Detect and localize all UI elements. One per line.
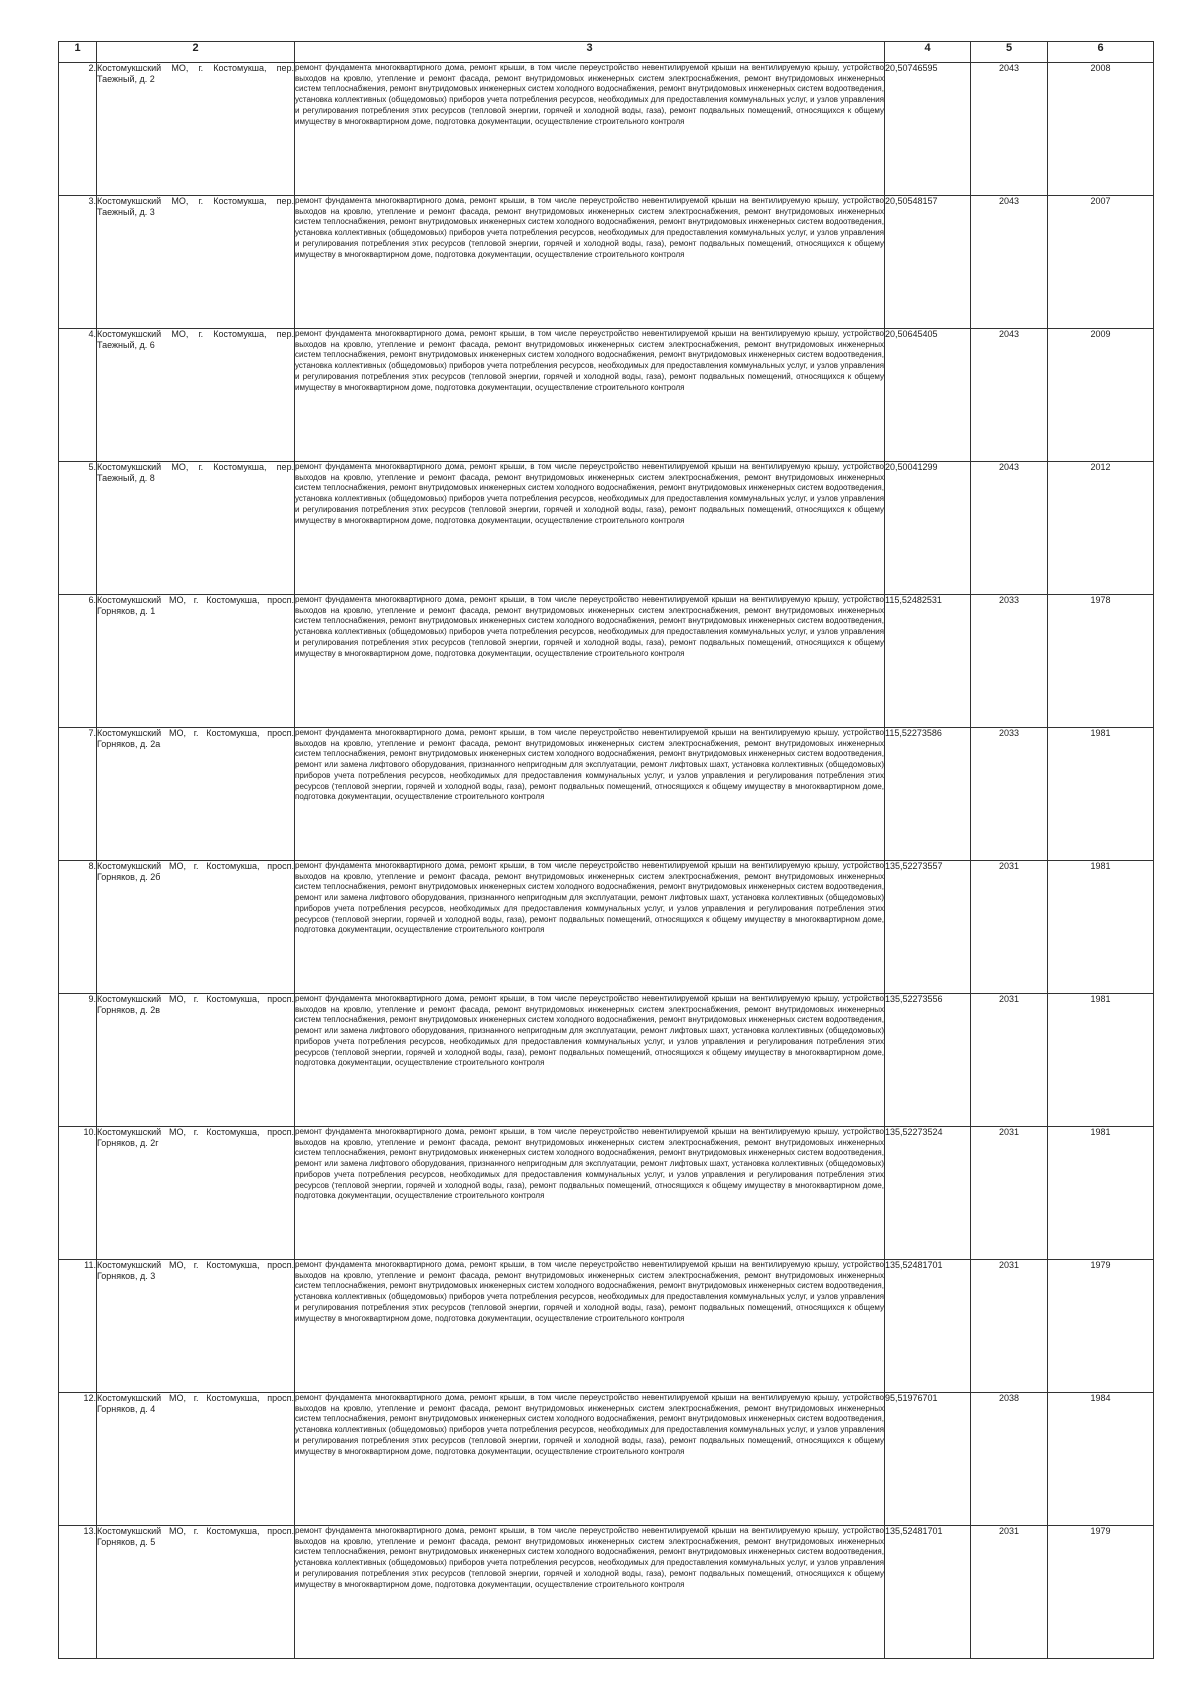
build-year: 1981 — [1048, 1127, 1154, 1260]
house-address: Костомукшский МО, г. Костомукша, просп. Горняков, д. 2б — [97, 861, 295, 994]
row-number: 11. — [59, 1260, 97, 1393]
row-number: 2. — [59, 63, 97, 196]
row-number: 12. — [59, 1393, 97, 1526]
house-address: Костомукшский МО, г. Костомукша, пер. Таежный, д. 6 — [97, 329, 295, 462]
column-header-5: 5 — [971, 42, 1048, 63]
house-address: Костомукшский МО, г. Костомукша, пер. Таежный, д. 8 — [97, 462, 295, 595]
build-year: 1978 — [1048, 595, 1154, 728]
planned-year: 2033 — [971, 595, 1048, 728]
planned-year: 2038 — [971, 1393, 1048, 1526]
table-row — [59, 728, 1154, 861]
works-list: ремонт фундамента многоквартирного дома, ремонт крыши, в том числе переустройство невентилируемой крыши на вентилируемую крышу, устройство выходов на кровлю, утепление и ремонт фасада, ремонт внутридомовых инженерных систем электроснабжения, ремонт внутридомовых инженерных систем теплоснабжения, ремонт внутридомовых инженерных систем холодного водоснабжения, ремонт внутридомовых инженерных систем водоотведения, ремонт или замена лифтового оборудования, признанного непригодным для эксплуатации, ремонт лифтовых шахт, установка коллективных (общедомовых) приборов учета потребления ресурсов, необходимых для предоставления коммунальных услуг, и узлов управления и регулирования потребления этих ресурсов (тепловой энергии, горячей и холодной воды, газа), ремонт подвальных помещений, относящихся к общему имуществу в многоквартирном доме, подготовка документации, осуществление строительного контроля — [295, 1127, 885, 1260]
table-row — [59, 1260, 1154, 1393]
row-number: 3. — [59, 196, 97, 329]
row-number: 8. — [59, 861, 97, 994]
row-number: 13. — [59, 1526, 97, 1659]
works-list: ремонт фундамента многоквартирного дома, ремонт крыши, в том числе переустройство невентилируемой крыши на вентилируемую крышу, устройство выходов на кровлю, утепление и ремонт фасада, ремонт внутридомовых инженерных систем электроснабжения, ремонт внутридомовых инженерных систем теплоснабжения, ремонт внутридомовых инженерных систем холодного водоснабжения, ремонт внутридомовых инженерных систем водоотведения, установка коллективных (общедомовых) приборов учета потребления ресурсов, необходимых для предоставления коммунальных услуг, и узлов управления и регулирования потребления этих ресурсов (тепловой энергии, горячей и холодной воды, газа), ремонт подвальных помещений, относящихся к общему имуществу в многоквартирном доме, подготовка документации, осуществление строительного контроля — [295, 462, 885, 595]
works-list: ремонт фундамента многоквартирного дома, ремонт крыши, в том числе переустройство невентилируемой крыши на вентилируемую крышу, устройство выходов на кровлю, утепление и ремонт фасада, ремонт внутридомовых инженерных систем электроснабжения, ремонт внутридомовых инженерных систем теплоснабжения, ремонт внутридомовых инженерных систем холодного водоснабжения, ремонт внутридомовых инженерных систем водоотведения, ремонт или замена лифтового оборудования, признанного непригодным для эксплуатации, ремонт лифтовых шахт, установка коллективных (общедомовых) приборов учета потребления ресурсов, необходимых для предоставления коммунальных услуг, и узлов управления и регулирования потребления этих ресурсов (тепловой энергии, горячей и холодной воды, газа), ремонт подвальных помещений, относящихся к общему имуществу в многоквартирном доме, подготовка документации, осуществление строительного контроля — [295, 861, 885, 994]
column-header-3: 3 — [295, 42, 885, 63]
planned-year: 2043 — [971, 63, 1048, 196]
area-value: 20,50548157 — [885, 196, 971, 329]
area-value: 135,52273557 — [885, 861, 971, 994]
area-value: 135,52481701 — [885, 1260, 971, 1393]
planned-year: 2043 — [971, 462, 1048, 595]
column-header-4: 4 — [885, 42, 971, 63]
works-list: ремонт фундамента многоквартирного дома, ремонт крыши, в том числе переустройство невентилируемой крыши на вентилируемую крышу, устройство выходов на кровлю, утепление и ремонт фасада, ремонт внутридомовых инженерных систем электроснабжения, ремонт внутридомовых инженерных систем теплоснабжения, ремонт внутридомовых инженерных систем холодного водоснабжения, ремонт внутридомовых инженерных систем водоотведения, ремонт или замена лифтового оборудования, признанного непригодным для эксплуатации, ремонт лифтовых шахт, установка коллективных (общедомовых) приборов учета потребления ресурсов, необходимых для предоставления коммунальных услуг, и узлов управления и регулирования потребления этих ресурсов (тепловой энергии, горячей и холодной воды, газа), ремонт подвальных помещений, относящихся к общему имуществу в многоквартирном доме, подготовка документации, осуществление строительного контроля — [295, 728, 885, 861]
row-number: 10. — [59, 1127, 97, 1260]
planned-year: 2031 — [971, 994, 1048, 1127]
planned-year: 2031 — [971, 1526, 1048, 1659]
planned-year: 2031 — [971, 1127, 1048, 1260]
planned-year: 2033 — [971, 728, 1048, 861]
table-row — [59, 462, 1154, 595]
works-list: ремонт фундамента многоквартирного дома, ремонт крыши, в том числе переустройство невентилируемой крыши на вентилируемую крышу, устройство выходов на кровлю, утепление и ремонт фасада, ремонт внутридомовых инженерных систем электроснабжения, ремонт внутридомовых инженерных систем теплоснабжения, ремонт внутридомовых инженерных систем холодного водоснабжения, ремонт внутридомовых инженерных систем водоотведения, установка коллективных (общедомовых) приборов учета потребления ресурсов, необходимых для предоставления коммунальных услуг, и узлов управления и регулирования потребления этих ресурсов (тепловой энергии, горячей и холодной воды, газа), ремонт подвальных помещений, относящихся к общему имуществу в многоквартирном доме, подготовка документации, осуществление строительного контроля — [295, 595, 885, 728]
works-list: ремонт фундамента многоквартирного дома, ремонт крыши, в том числе переустройство невентилируемой крыши на вентилируемую крышу, устройство выходов на кровлю, утепление и ремонт фасада, ремонт внутридомовых инженерных систем электроснабжения, ремонт внутридомовых инженерных систем теплоснабжения, ремонт внутридомовых инженерных систем холодного водоснабжения, ремонт внутридомовых инженерных систем водоотведения, установка коллективных (общедомовых) приборов учета потребления ресурсов, необходимых для предоставления коммунальных услуг, и узлов управления и регулирования потребления этих ресурсов (тепловой энергии, горячей и холодной воды, газа), ремонт подвальных помещений, относящихся к общему имуществу в многоквартирном доме, подготовка документации, осуществление строительного контроля — [295, 1526, 885, 1659]
table-row — [59, 994, 1154, 1127]
build-year: 2009 — [1048, 329, 1154, 462]
build-year: 1984 — [1048, 1393, 1154, 1526]
area-value: 135,52273524 — [885, 1127, 971, 1260]
table-row — [59, 329, 1154, 462]
table-row — [59, 63, 1154, 196]
area-value: 20,50041299 — [885, 462, 971, 595]
table-row — [59, 1127, 1154, 1260]
row-number: 9. — [59, 994, 97, 1127]
house-address: Костомукшский МО, г. Костомукша, просп. Горняков, д. 3 — [97, 1260, 295, 1393]
row-number: 6. — [59, 595, 97, 728]
build-year: 1981 — [1048, 861, 1154, 994]
row-number: 5. — [59, 462, 97, 595]
area-value: 20,50746595 — [885, 63, 971, 196]
house-address: Костомукшский МО, г. Костомукша, просп. Горняков, д. 1 — [97, 595, 295, 728]
table-body — [59, 63, 1154, 1659]
column-header-2: 2 — [97, 42, 295, 63]
works-list: ремонт фундамента многоквартирного дома, ремонт крыши, в том числе переустройство невентилируемой крыши на вентилируемую крышу, устройство выходов на кровлю, утепление и ремонт фасада, ремонт внутридомовых инженерных систем электроснабжения, ремонт внутридомовых инженерных систем теплоснабжения, ремонт внутридомовых инженерных систем холодного водоснабжения, ремонт внутридомовых инженерных систем водоотведения, ремонт или замена лифтового оборудования, признанного непригодным для эксплуатации, ремонт лифтовых шахт, установка коллективных (общедомовых) приборов учета потребления ресурсов, необходимых для предоставления коммунальных услуг, и узлов управления и регулирования потребления этих ресурсов (тепловой энергии, горячей и холодной воды, газа), ремонт подвальных помещений, относящихся к общему имуществу в многоквартирном доме, подготовка документации, осуществление строительного контроля — [295, 994, 885, 1127]
works-list: ремонт фундамента многоквартирного дома, ремонт крыши, в том числе переустройство невентилируемой крыши на вентилируемую крышу, устройство выходов на кровлю, утепление и ремонт фасада, ремонт внутридомовых инженерных систем электроснабжения, ремонт внутридомовых инженерных систем теплоснабжения, ремонт внутридомовых инженерных систем холодного водоснабжения, ремонт внутридомовых инженерных систем водоотведения, установка коллективных (общедомовых) приборов учета потребления ресурсов, необходимых для предоставления коммунальных услуг, и узлов управления и регулирования потребления этих ресурсов (тепловой энергии, горячей и холодной воды, газа), ремонт подвальных помещений, относящихся к общему имуществу в многоквартирном доме, подготовка документации, осуществление строительного контроля — [295, 63, 885, 196]
table-row — [59, 1393, 1154, 1526]
build-year: 2012 — [1048, 462, 1154, 595]
table-row — [59, 1526, 1154, 1659]
build-year: 1981 — [1048, 994, 1154, 1127]
planned-year: 2031 — [971, 861, 1048, 994]
build-year: 1979 — [1048, 1526, 1154, 1659]
column-header-1: 1 — [59, 42, 97, 63]
header-row — [59, 42, 1154, 63]
build-year: 1981 — [1048, 728, 1154, 861]
row-number: 7. — [59, 728, 97, 861]
works-list: ремонт фундамента многоквартирного дома, ремонт крыши, в том числе переустройство невентилируемой крыши на вентилируемую крышу, устройство выходов на кровлю, утепление и ремонт фасада, ремонт внутридомовых инженерных систем электроснабжения, ремонт внутридомовых инженерных систем теплоснабжения, ремонт внутридомовых инженерных систем холодного водоснабжения, ремонт внутридомовых инженерных систем водоотведения, установка коллективных (общедомовых) приборов учета потребления ресурсов, необходимых для предоставления коммунальных услуг, и узлов управления и регулирования потребления этих ресурсов (тепловой энергии, горячей и холодной воды, газа), ремонт подвальных помещений, относящихся к общему имуществу в многоквартирном доме, подготовка документации, осуществление строительного контроля — [295, 1393, 885, 1526]
area-value: 135,52481701 — [885, 1526, 971, 1659]
works-list: ремонт фундамента многоквартирного дома, ремонт крыши, в том числе переустройство невентилируемой крыши на вентилируемую крышу, устройство выходов на кровлю, утепление и ремонт фасада, ремонт внутридомовых инженерных систем электроснабжения, ремонт внутридомовых инженерных систем теплоснабжения, ремонт внутридомовых инженерных систем холодного водоснабжения, ремонт внутридомовых инженерных систем водоотведения, установка коллективных (общедомовых) приборов учета потребления ресурсов, необходимых для предоставления коммунальных услуг, и узлов управления и регулирования потребления этих ресурсов (тепловой энергии, горячей и холодной воды, газа), ремонт подвальных помещений, относящихся к общему имуществу в многоквартирном доме, подготовка документации, осуществление строительного контроля — [295, 196, 885, 329]
house-address: Костомукшский МО, г. Костомукша, просп. Горняков, д. 2в — [97, 994, 295, 1127]
table-row — [59, 196, 1154, 329]
build-year: 2008 — [1048, 63, 1154, 196]
house-address: Костомукшский МО, г. Костомукша, просп. Горняков, д. 2а — [97, 728, 295, 861]
area-value: 95,51976701 — [885, 1393, 971, 1526]
area-value: 135,52273556 — [885, 994, 971, 1127]
works-list: ремонт фундамента многоквартирного дома, ремонт крыши, в том числе переустройство невентилируемой крыши на вентилируемую крышу, устройство выходов на кровлю, утепление и ремонт фасада, ремонт внутридомовых инженерных систем электроснабжения, ремонт внутридомовых инженерных систем теплоснабжения, ремонт внутридомовых инженерных систем холодного водоснабжения, ремонт внутридомовых инженерных систем водоотведения, установка коллективных (общедомовых) приборов учета потребления ресурсов, необходимых для предоставления коммунальных услуг, и узлов управления и регулирования потребления этих ресурсов (тепловой энергии, горячей и холодной воды, газа), ремонт подвальных помещений, относящихся к общему имуществу в многоквартирном доме, подготовка документации, осуществление строительного контроля — [295, 1260, 885, 1393]
planned-year: 2043 — [971, 329, 1048, 462]
capital-repair-table — [58, 41, 1154, 1659]
house-address: Костомукшский МО, г. Костомукша, пер. Таежный, д. 3 — [97, 196, 295, 329]
area-value: 20,50645405 — [885, 329, 971, 462]
area-value: 115,52482531 — [885, 595, 971, 728]
house-address: Костомукшский МО, г. Костомукша, просп. Горняков, д. 2г — [97, 1127, 295, 1260]
works-list: ремонт фундамента многоквартирного дома, ремонт крыши, в том числе переустройство невентилируемой крыши на вентилируемую крышу, устройство выходов на кровлю, утепление и ремонт фасада, ремонт внутридомовых инженерных систем электроснабжения, ремонт внутридомовых инженерных систем теплоснабжения, ремонт внутридомовых инженерных систем холодного водоснабжения, ремонт внутридомовых инженерных систем водоотведения, установка коллективных (общедомовых) приборов учета потребления ресурсов, необходимых для предоставления коммунальных услуг, и узлов управления и регулирования потребления этих ресурсов (тепловой энергии, горячей и холодной воды, газа), ремонт подвальных помещений, относящихся к общему имуществу в многоквартирном доме, подготовка документации, осуществление строительного контроля — [295, 329, 885, 462]
house-address: Костомукшский МО, г. Костомукша, просп. Горняков, д. 5 — [97, 1526, 295, 1659]
table-row — [59, 595, 1154, 728]
area-value: 115,52273586 — [885, 728, 971, 861]
house-address: Костомукшский МО, г. Костомукша, пер. Таежный, д. 2 — [97, 63, 295, 196]
column-header-6: 6 — [1048, 42, 1154, 63]
row-number: 4. — [59, 329, 97, 462]
house-address: Костомукшский МО, г. Костомукша, просп. Горняков, д. 4 — [97, 1393, 295, 1526]
build-year: 2007 — [1048, 196, 1154, 329]
build-year: 1979 — [1048, 1260, 1154, 1393]
planned-year: 2031 — [971, 1260, 1048, 1393]
table-row — [59, 861, 1154, 994]
planned-year: 2043 — [971, 196, 1048, 329]
